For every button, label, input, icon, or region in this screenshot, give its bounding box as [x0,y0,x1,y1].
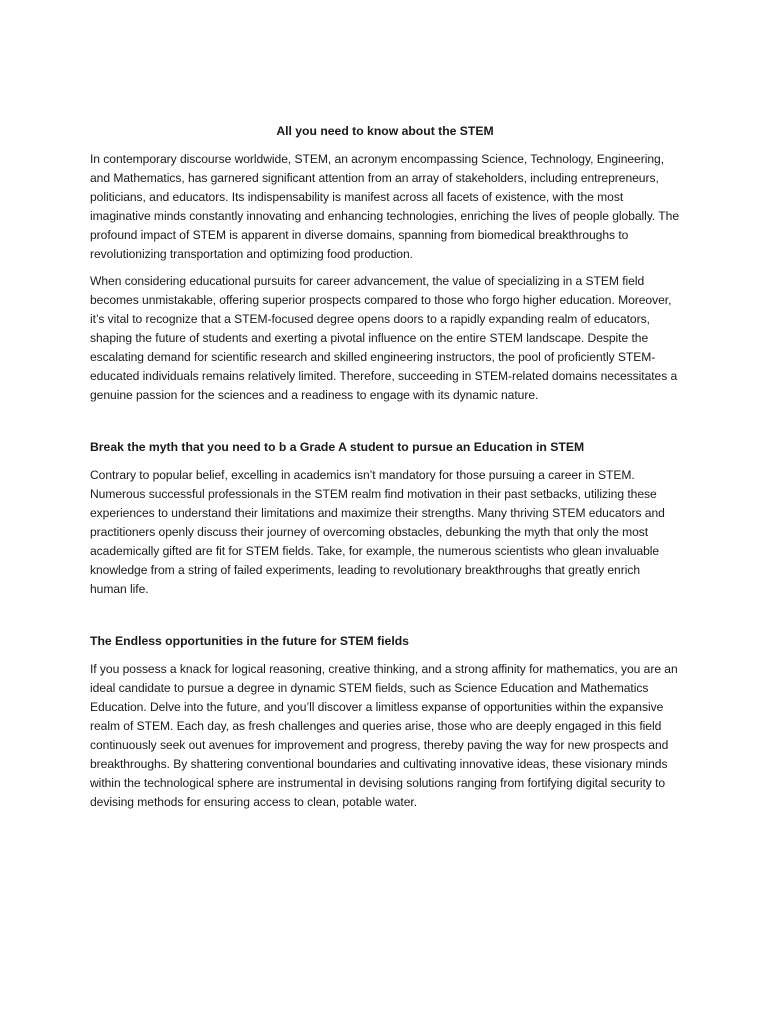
document-title: All you need to know about the STEM [276,124,494,138]
section-paragraph: Contrary to popular belief, excelling in academics isn’t mandatory for those pursuing a career in STEM. Numerous successful professionals in the STEM realm find motivation in their past setbacks, utilizing these experiences to understand their limitations and maximize their strengths. Many thriving STEM educators and practitioners openly discuss their journey of overcoming obstacles, debunking the myth that only the most academically gifted are fit for STEM fields. Take, for example, the numerous scientists who glean invaluable knowledge from a string of failed experiments, leading to revolutionary breakthroughs that greatly enrich human life. [90,468,665,596]
section-heading: The Endless opportunities in the future for STEM fields [90,634,409,648]
section-spacer [90,413,680,438]
intro-paragraph: In contemporary discourse worldwide, STEM, an acronym encompassing Science, Technology, Engineering, and Mathematics, has garnered significant attention from an array of stakeholders, including entrepreneurs, politicians, and educators. Its indispensability is manifest across all facets of existence, with the most imaginative minds constantly innovating and enhancing technologies, enriching the lives of people globally. The profound impact of STEM is apparent in diverse domains, spanning from biomedical breakthroughs to revolutionizing transportation and optimizing food production. [90,152,679,261]
section-heading: Break the myth that you need to b a Grade A student to pursue an Education in STEM [90,440,585,454]
section-paragraph: If you possess a knack for logical reasoning, creative thinking, and a strong affinity for mathematics, you are an ideal candidate to pursue a degree in dynamic STEM fields, such as Science Education and Mathematics Education. Delve into the future, and you’ll discover a limitless expanse of opportunities within the expansive realm of STEM. Each day, as fresh challenges and queries arise, those who are deeply engaged in this field continuously seek out avenues for improvement and progress, thereby paving the way for new prospects and breakthroughs. By shattering conventional boundaries and cultivating innovative ideas, these visionary minds within the technological sphere are instrumental in devising solutions ranging from fortifying digital security to devising methods for ensuring access to clean, potable water. [90,662,678,809]
section-spacer [90,607,680,632]
intro-paragraph: When considering educational pursuits for career advancement, the value of specializing in a STEM field becomes unmistakable, offering superior prospects compared to those who forgo higher education. Moreover, it’s vital to recognize that a STEM-focused degree opens doors to a rapidly expanding realm of educators, shaping the future of students and exerting a pivotal influence on the entire STEM landscape. Despite the escalating demand for scientific research and skilled engineering instructors, the pool of proficiently STEM-educated individuals remains relatively limited. Therefore, succeeding in STEM-related domains necessitates a genuine passion for the sciences and a readiness to engage with its dynamic nature. [90,274,678,402]
document-page [90,122,680,820]
